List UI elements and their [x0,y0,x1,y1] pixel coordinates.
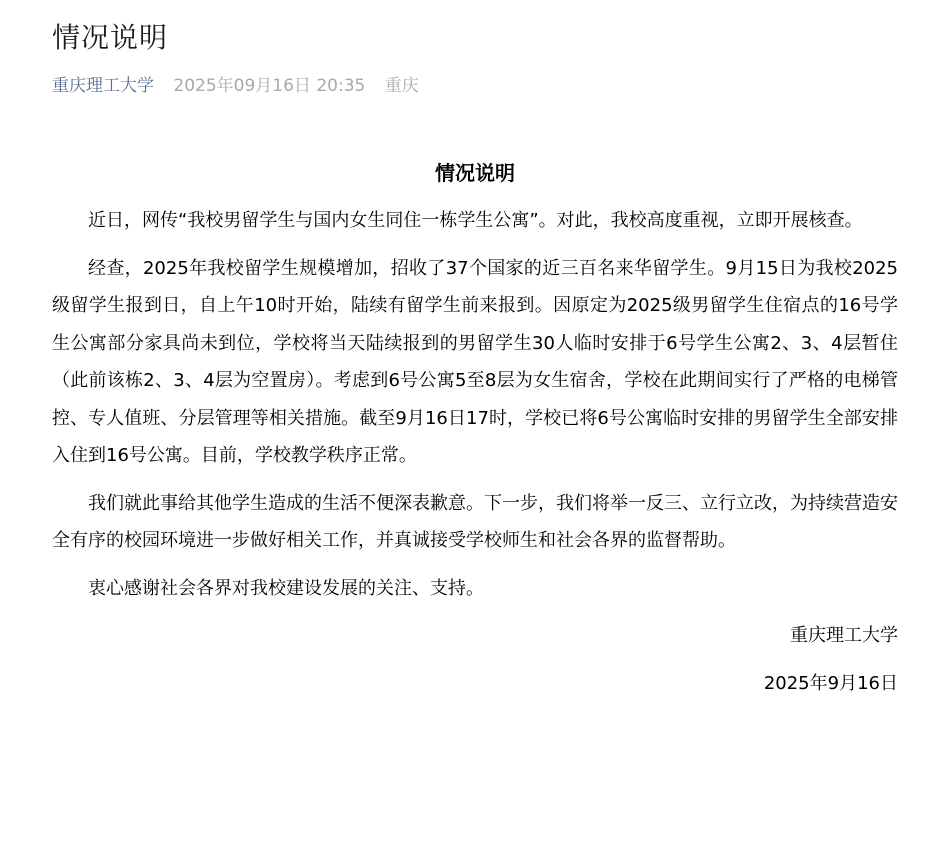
paragraph: 近日，网传“我校男留学生与国内女生同住一栋学生公寓”。对此，我校高度重视，立即开展核查。 [88,210,863,231]
signature-org: 重庆理工大学 [790,625,898,646]
signature-date: 2025年9月16日 [763,673,898,694]
article-meta [52,72,433,100]
paragraph: 经查，2025年我校留学生规模增加，招收了37个国家的近三百名来华留学生。9月15日为我校2025级留学生报到日，自上午10时开始，陆续有留学生前来报到。因原定为2025级男留学生住宿点的16号学生公寓部分家具尚未到位，学校将当天陆续报到的男留学生30人临时安排于6号学生公寓2、3、4层暂住（此前该栋2、3、4层为空置房）。考虑到6号公寓5至8层为女生宿舍，学校在此期间实行了严格的电梯管控、专人值班、分层管理等相关措施。截至9月16日17时，学校已将6号公寓临时安排的男留学生全部安排入住到16号公寓。目前，学校教学秩序正常。 [52,257,898,466]
content-heading: 情况说明 [435,161,515,185]
article-title: 情况说明 [52,21,169,54]
author-link[interactable]: 重庆理工大学 [52,76,154,96]
paragraph: 我们就此事给其他学生造成的生活不便深表歉意。下一步，我们将举一反三、立行立改，为持续营造安全有序的校园环境进一步做好相关工作，并真诚接受学校师生和社会各界的监督帮助。 [52,492,898,551]
publish-time: 2025年09月16日 20:35 [173,76,366,96]
publish-location: 重庆 [384,76,419,96]
article-content [52,152,898,713]
paragraph: 衷心感谢社会各界对我校建设发展的关注、支持。 [88,577,484,599]
